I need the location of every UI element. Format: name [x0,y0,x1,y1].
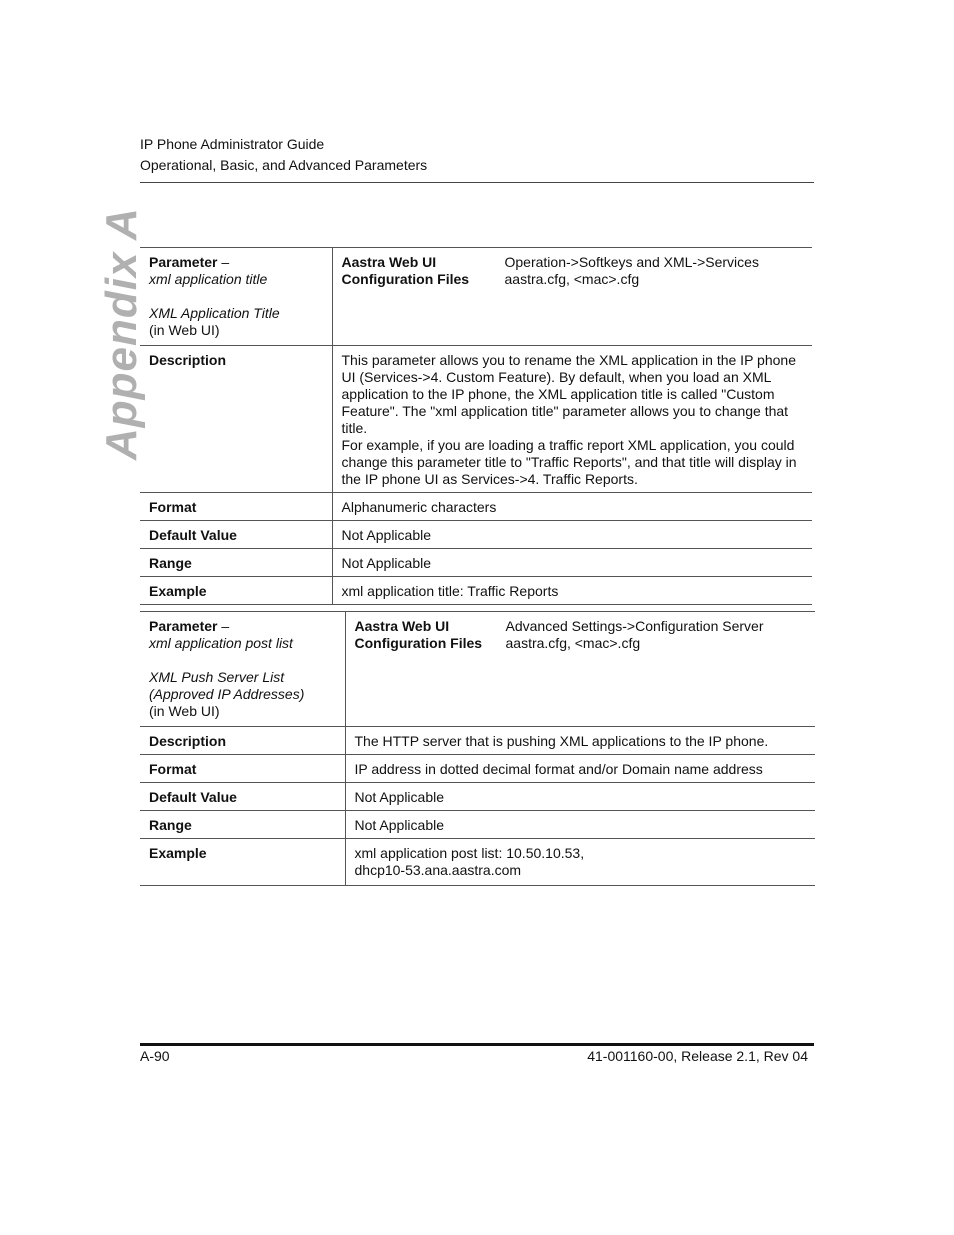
parameter-dash: – [217,254,230,270]
format-value: Alphanumeric characters [332,493,812,521]
default-value-value: Not Applicable [345,783,815,811]
webui-parameter-name: XML Application Title [149,305,280,321]
example-value [345,839,815,886]
config-files-label: Configuration Files [341,271,470,287]
description-value [332,346,812,493]
webui-value: Operation->Softkeys and XML->Services [504,254,759,270]
table-row-parameter [140,248,812,346]
example-value-line-2: dhcp10-53.ana.aastra.com [354,862,522,878]
description-label: Description [140,727,345,755]
running-header [140,136,814,178]
table-row-default-value [140,521,812,549]
appendix-side-tab: Appendix A [97,207,146,460]
description-value: The HTTP server that is pushing XML applications to the IP phone. [345,727,815,755]
default-value-label: Default Value [140,783,345,811]
parameter-label: Parameter [149,254,218,270]
description-label: Description [140,346,332,493]
parameter-table-xml-application-title [140,247,812,605]
table-row-range [140,811,815,839]
webui-value: Advanced Settings->Configuration Server [505,618,764,634]
description-paragraph-1: This parameter allows you to rename the XML application in the IP phone UI (Services->4. Custom Feature). By default, when you load an XML application to the IP phone, the XML application title is called "Custom Feature". The "xml application title" parameter allows you to change that title. [341,352,796,436]
webui-parameter-name-2: (Approved IP Addresses) [149,686,305,702]
page-number: A-90 [140,1048,170,1064]
example-value-line-1: xml application post list: 10.50.10.53, [354,845,585,861]
config-files-label: Configuration Files [354,635,483,651]
parameter-table-xml-application-post-list [140,611,815,886]
webui-suffix: (in Web UI) [149,322,220,338]
parameter-name: xml application title [149,271,268,287]
footer-rule [140,1043,814,1046]
table-row-description [140,346,812,493]
parameter-label: Parameter [149,618,218,634]
example-label: Example [140,577,332,605]
format-value: IP address in dotted decimal format and/or Domain name address [345,755,815,783]
webui-suffix: (in Web UI) [149,703,220,719]
header-subtitle: Operational, Basic, and Advanced Parameters [140,157,428,173]
table-row-format [140,493,812,521]
format-label: Format [140,493,332,521]
table-row-range [140,549,812,577]
table-row-parameter [140,612,815,727]
table-row-default-value [140,783,815,811]
default-value-value: Not Applicable [332,521,812,549]
table-row-example [140,577,812,605]
table-row-description [140,727,815,755]
header-title: IP Phone Administrator Guide [140,136,325,152]
example-value: xml application title: Traffic Reports [332,577,812,605]
table-row-example [140,839,815,886]
example-label: Example [140,839,345,886]
document-id: 41-001160-00, Release 2.1, Rev 04 [587,1048,808,1064]
range-value: Not Applicable [345,811,815,839]
description-paragraph-2: For example, if you are loading a traffic report XML application, you could change this parameter title to "Traffic Reports", and that title will display in the IP phone UI as Services->4. Traffic Reports. [341,437,797,487]
range-label: Range [140,549,332,577]
config-location-cell [345,612,815,727]
range-label: Range [140,811,345,839]
parameter-cell [140,248,332,346]
config-location-cell [332,248,812,346]
range-value: Not Applicable [332,549,812,577]
parameter-cell [140,612,345,727]
webui-label: Aastra Web UI [341,254,437,270]
config-files-value: aastra.cfg, <mac>.cfg [504,271,640,287]
config-files-value: aastra.cfg, <mac>.cfg [505,635,641,651]
webui-label: Aastra Web UI [354,618,450,634]
parameter-name: xml application post list [149,635,293,651]
webui-parameter-name: XML Push Server List [149,669,285,685]
parameter-dash: – [217,618,230,634]
header-rule [140,182,814,183]
format-label: Format [140,755,345,783]
default-value-label: Default Value [140,521,332,549]
table-row-format [140,755,815,783]
